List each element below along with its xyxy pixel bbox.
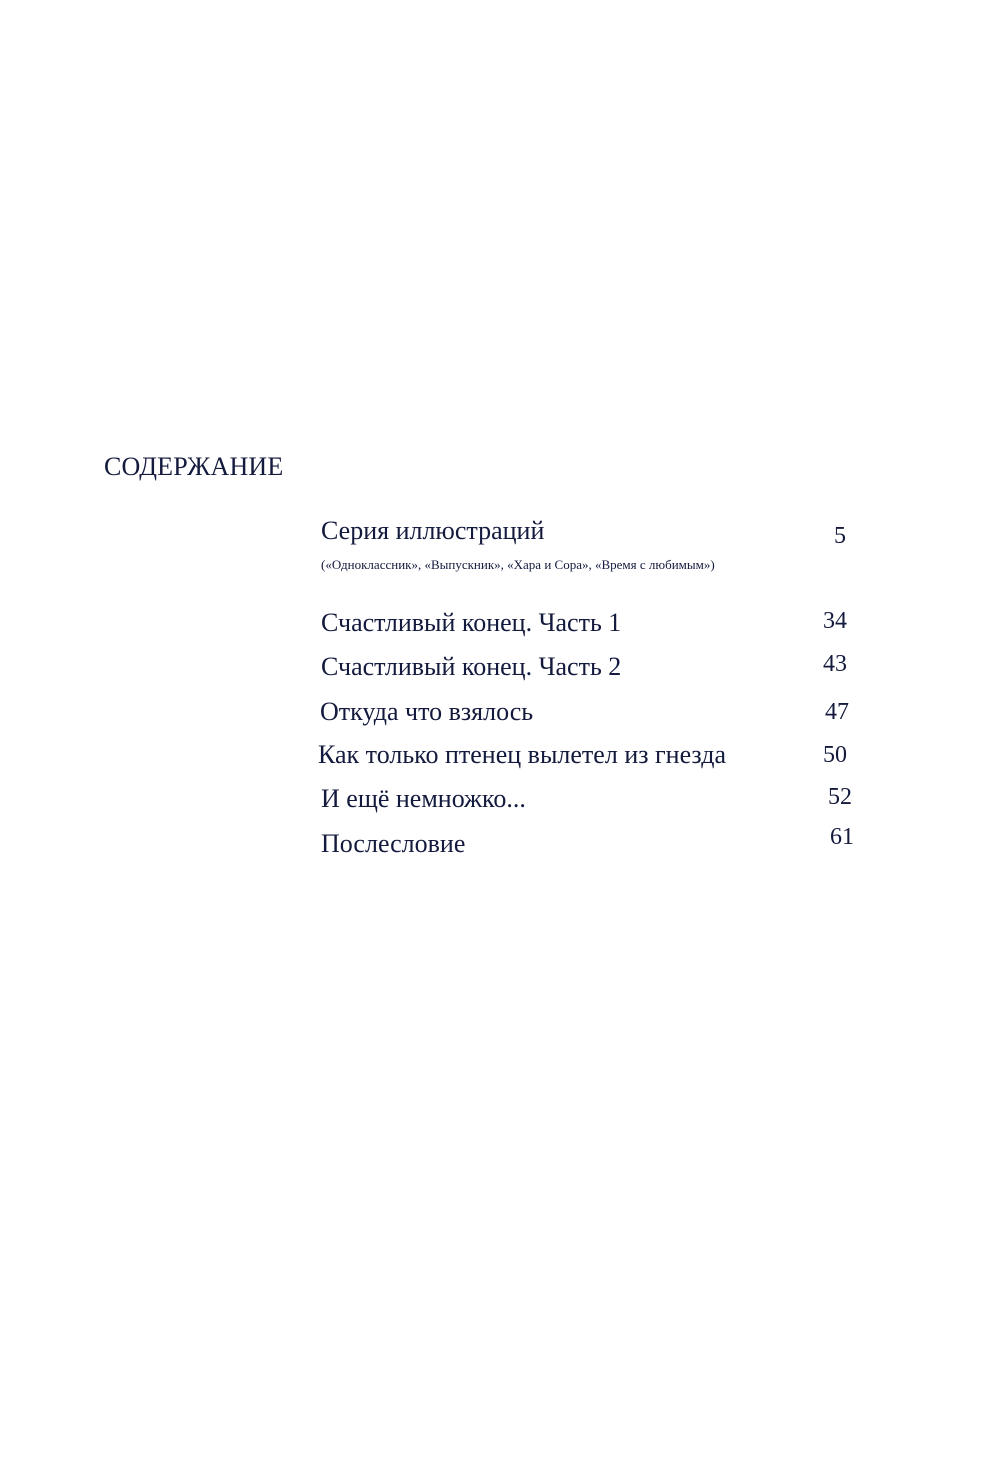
toc-page-number: 61 bbox=[830, 824, 854, 850]
toc-page-number: 5 bbox=[834, 523, 846, 549]
toc-entry-title: Серия иллюстраций bbox=[321, 516, 545, 545]
toc-entry-title: Послесловие bbox=[321, 829, 466, 858]
toc-entry-title: Как только птенец вылетел из гнезда bbox=[318, 740, 727, 769]
toc-page-number: 52 bbox=[828, 784, 852, 810]
toc-heading: СОДЕРЖАНИЕ bbox=[104, 452, 284, 481]
toc-entry-title: Откуда что взялось bbox=[320, 697, 534, 726]
toc-entry-title: Счастливый конец. Часть 1 bbox=[321, 608, 622, 637]
toc-page-number: 34 bbox=[823, 608, 847, 634]
toc-page-number: 43 bbox=[823, 651, 847, 677]
toc-entry-title: И ещё немножко... bbox=[321, 784, 526, 813]
toc-page-number: 50 bbox=[823, 742, 847, 768]
toc-page-number: 47 bbox=[825, 699, 849, 725]
toc-entry-subtitle: («Одноклассник», «Выпускник», «Хара и Сора», «Время с любимым») bbox=[321, 557, 715, 572]
toc-entry-title: Счастливый конец. Часть 2 bbox=[321, 652, 622, 681]
